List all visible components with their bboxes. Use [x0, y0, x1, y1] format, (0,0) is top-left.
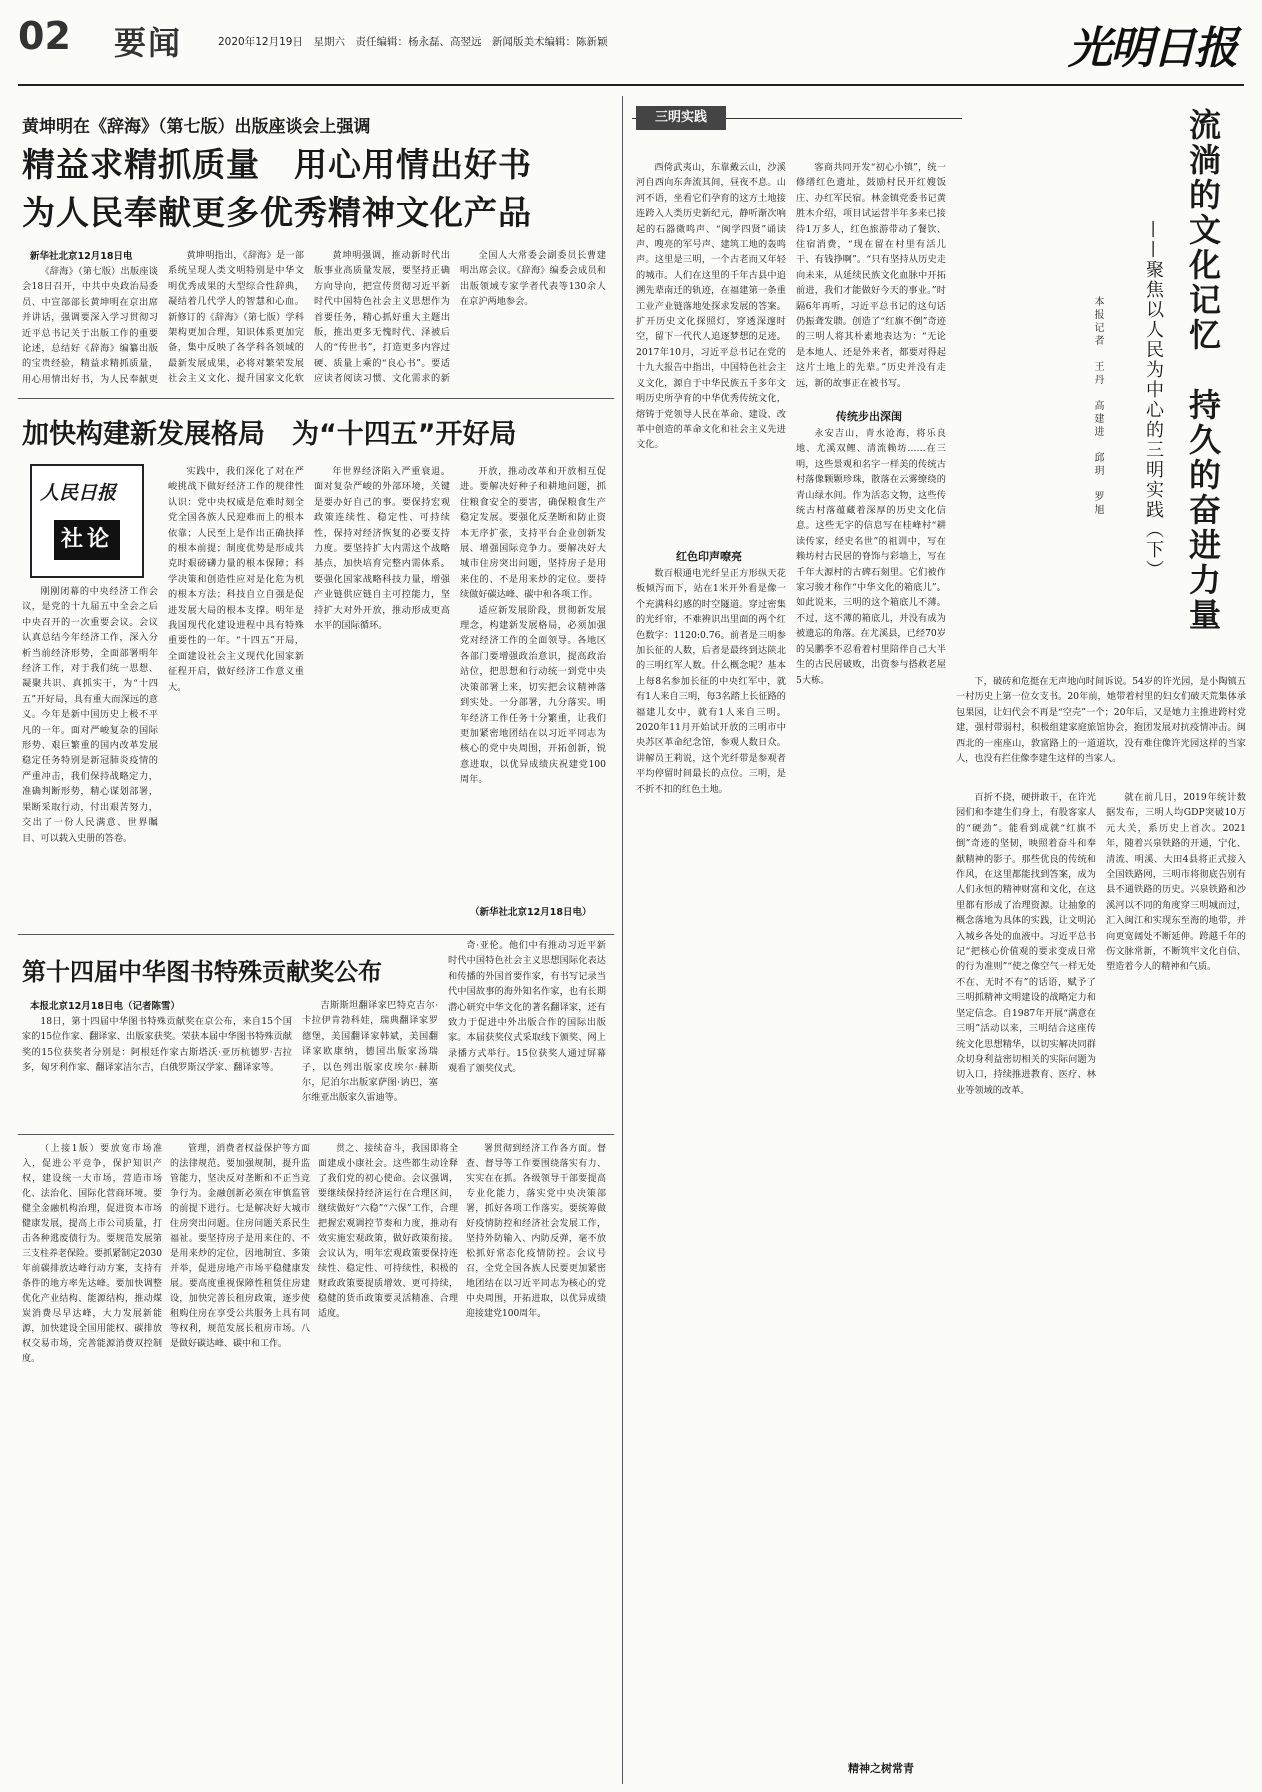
page-header	[18, 10, 1244, 80]
feature-col2b: 永安吉山，青水沧海，将乐良地、尤溪双鲤、清流赖坊……在三明，这些景观和名字一样美的传统古村落像颗颗珍珠，散落在云雾缭绕的青山绿水间。作为活态文物，这些传统古村落蕴藏着深厚的历史文化信息。这些无字的信息写在桂峰村“耕读传家，经史名世”的祖训中，写在赖坊村古民居的脊饰与彩墙上，写在千年大源村的古碑石刻里。它们被作家习骏才称作“中华文化的箱底儿”。如此说来，三明的这个箱底儿不薄。不过，这不薄的箱底儿，并没有成为被遗忘的角落。在尤溪县，已经70岁的吴鹏季不忍看着村里陪伴自己大半生的古民居破败，出资参与搭救老屋5大栋。	[796, 428, 946, 686]
article1-col1: 《辞海》（第七版）出版座谈会18日召开，中共中央政治局委员、中宣部部长黄坤明在京出席并讲话，强调要深入学习贯彻习近平总书记关于出版工作的重要论述，总结好《辞海》编纂出版的宝贵经验，精益求精抓质量，用心用情出好书，为人民奉献更	[22, 266, 158, 385]
divider	[18, 398, 614, 399]
badge-label: 社论	[54, 520, 120, 560]
divider	[18, 934, 614, 935]
header-meta: 2020年12月19日 星期六 责任编辑：杨永磊、高翌远 新闻版美术编辑：陈新颖	[218, 36, 608, 48]
article1-kicker: 黄坤明在《辞海》（第七版）出版座谈会上强调	[22, 117, 371, 137]
feature-title: 流淌的文化记忆 持久的奋进力量	[1184, 108, 1222, 633]
masthead-logo: 光明日报	[1068, 23, 1236, 74]
feature-col4: 就在前几日，2019年统计数据发布，三明人均GDP突破10万元大关，系历史上首次。2021年，随着兴泉铁路的开通，宁化、清流、明溪、大田4县将正式接入全国铁路网，三明市将彻底告别有县不通铁路的历史。兴泉铁路和沙溪河以不同的角度穿三明城而过，汇入闽江和实现东至海的地带，并向更宽阔处不断延伸。跨越千年的伤文脉常新，不断筑牢文化自信、塑造着今人的精神和气质。	[1106, 792, 1246, 973]
divider	[18, 1134, 614, 1135]
feature-subhead-2: 传统步出深闺	[836, 410, 902, 423]
article1-headline-2: 为人民奉献更多优秀精神文化产品	[22, 193, 532, 232]
badge-brand: 人民日报	[40, 482, 117, 504]
feature-byline: 本报记者 王丹 高建进 邱玥 罗旭	[1092, 296, 1103, 517]
feature-subhead-1: 红色印声嘹亮	[676, 550, 742, 563]
feature-subhead-3: 精神之树常青	[848, 1762, 914, 1775]
article3-dateline: 本报北京12月18日电（记者陈雪）	[30, 1001, 180, 1012]
article3-col3: 奇·亚伦。他们中有推动习近平新时代中国特色社会主义思想国际化表达和传播的外国首要作家，有书写记录当代中国故事的海外知名作家，也有长期潜心研究中华文化的著名翻译家，还有致力于促进中外出版合作的国际出版家。本届获奖仪式采取线下颁奖、网上录播方式举行。15位获奖人通过屏幕观看了颁奖仪式。	[448, 940, 606, 1075]
article1-col2: 黄坤明指出，《辞海》是一部系统呈现人类文明特别是中华文明优秀成果的大型综合性辞典，凝结着几代学人的智慧和心血。新修订的《辞海》（第七版）学科架构更加合理，知识体系更加完备，集中反映了各学科各领域的最新发展成果，必将对繁荣发展社会主义文化、提升国家文化软	[168, 250, 304, 385]
editorial-headline: 加快构建新发展格局 为“十四五”开好局	[22, 419, 517, 450]
editorial-signoff: （新华社北京12月18日电）	[470, 907, 592, 918]
article3-col1: 18日，第十四届中华图书特殊贡献奖在京公布，来自15个国家的15位作家、翻译家、出版家获奖。荣获本届中华图书特殊贡献奖的15位获奖者分别是：阿根廷作家古斯塔沃·亚历杭德罗·吉拉多，匈牙利作家、翻译家洁尔吉，白俄罗斯汉学家、翻译家等。	[22, 1016, 292, 1074]
column-separator	[622, 96, 623, 1784]
feature-col1b: 数百根通电光纤呈正方形纵天花板倾泻而下，站在1米开外看是像一个充满科幻感的时空隧道。穿过密集的光纤帘，不难辨识出里面的两个红色数字：1120:0.76。前者是三明参加长征的人数，后者是最终到达陕北的三明红军人数。什么概念呢？基本上每8名参加长征的中央红军中，就有1人来自三明，每3名踏上长征路的福建儿女中，就有1人来自三明。2020年11月开始试开放的三明市中央苏区革命纪念馆，参观人数日众。讲解员王莉说，这个光纤带是参观者平均停留时间最长的点位。三明，是不折不扣的红色土地。	[636, 568, 786, 795]
article1-dateline: 新华社北京12月18日电	[30, 251, 133, 262]
bottom-col3: 贯之、接续奋斗，我国即将全面建成小康社会。这些都生动诠释了我们党的初心使命。会议强调，要继续保持经济运行在合理区间，继续做好“六稳”“六保”工作，合理把握宏观调控节奏和力度，推动有效实施宏观政策，做好政策衔接。会议认为，明年宏观政策要保持连续性、稳定性、可持续性，积极的财政政策要提质增效、更可持续，稳健的货币政策要灵活精准、合理适度。	[318, 1144, 458, 1319]
feature-subtitle: ——聚焦以人民为中心的三明实践（下）	[1143, 220, 1164, 580]
article1-headline-1: 精益求精抓质量 用心用情出好书	[22, 145, 532, 184]
article3-col2: 吉斯斯坦翻译家巴特克吉尔·卡拉伊肯勃科娃，瑞典翻译家罗德堡，美国翻译家韩斌，美国翻译家欧康纳，德国出版家汤瑞子，以色列出版家皮埃尔·赫斯尔，尼泊尔出版家萨图·讷巴，塞尔维亚出版家久雷迪等。	[302, 1000, 438, 1104]
editorial-col2: 实践中，我们深化了对在严峻挑战下做好经济工作的规律性认识：党中央权威是危难时刻全党全国各族人民迎难而上的根本依靠；人民至上是作出正确抉择的根本前提；制度优势是形成共克时艰磅礴力量的根本保障；科学决策和创造性应对是化危为机的根本方法；科技自立自强是促进发展大局的根本支撑。明年是我国现代化建设进程中具有特殊重要性的一年。“十四五”开局，全面建设社会主义现代化国家新征程开启，做好经济工作意义重大。	[168, 466, 304, 693]
editorial-badge	[30, 464, 144, 578]
editorial-col4: 开放，推动改革和开放相互促进。要解决好种子和耕地问题，抓住粮食安全的要害，确保粮食生产稳定发展。要强化反垄断和防止资本无序扩张，支持平台企业创新发展、增强国际竞争力。要解决好大城市住房突出问题，坚持房子是用来住的、不是用来炒的定位。要持续做好碳达峰、碳中和各项工作。 适应新发展阶段，贯彻新发展理念，构建新发展格局，必须加强党对经济工作的全面领导。各地区各部门要增强政治意识，提高政治站位，把思想和行动统一到党中央决策部署上来，切实把会议精神落到实处。一分部署，九分落实。明年经济工作任务十分繁重，让我们更加紧密地团结在以习近平同志为核心的党中央周围，开拓创新，锐意进取，以优异成绩庆祝建党100周年。	[460, 466, 606, 786]
editorial-col1: 刚刚闭幕的中央经济工作会议，是党的十九届五中全会之后中央召开的一次重要会议。会议认真总结今年经济工作，深入分析当前经济形势，全面部署明年经济工作，对于我们统一思想、凝聚共识、真抓实干，为“十四五”开好局，具有重大而深远的意义。今年是新中国历史上极不平凡的一年。面对严峻复杂的国际形势、艰巨繁重的国内改革发展稳定任务特别是新冠肺炎疫情的严重冲击，我们保持战略定力，准确判断形势，精心谋划部署，果断采取行动，付出艰苦努力，交出了一份人民满意、世界瞩目、可以载入史册的答卷。	[22, 586, 158, 844]
bottom-col1: （上接1版）要放宽市场准入，促进公平竞争，保护知识产权，建设统一大市场，营造市场化、法治化、国际化营商环境。要健全金融机构治理，促进资本市场健康发展，提高上市公司质量，打击各种逃废债行为。要规范发展第三支柱养老保险。要抓紧制定2030年前碳排放达峰行动方案，支持有条件的地方率先达峰。要加快调整优化产业结构、能源结构，推动煤炭消费尽早达峰，大力发展新能源，加快建设全国用能权、碳排放权交易市场，完善能源消费双控制度。	[22, 1144, 162, 1364]
bottom-col4: 署贯彻到经济工作各方面。督查、督导等工作要围绕落实有力、实实在在抓。各级领导干部要提高专业化能力，落实党中央决策部署，抓好各项工作落实。要统筹做好疫情防控和经济社会发展工作，坚持外防输入、内防反弹，毫不放松抓好常态化疫情防控。会议号召，全党全国各族人民要更加紧密地团结在以习近平同志为核心的党中央周围，开拓进取，以优异成绩迎接建党100周年。	[466, 1144, 606, 1319]
header-rule	[18, 84, 1244, 86]
article3-headline: 第十四届中华图书特殊贡献奖公布	[22, 958, 382, 986]
article1-col3: 黄坤明强调，推动新时代出版事业高质量发展，要坚持正确方向导向，把宣传贯彻习近平新时代中国特色社会主义思想作为首要任务，精心抓好重大主题出版，推出更多无愧时代、泽被后人的“传世书”，打造更多内容过硬、质量上乘的“良心书”。要适应读者阅读习惯、文化需求的新	[314, 250, 450, 385]
section-tag: 三明实践	[636, 106, 726, 130]
editorial-col3: 年世界经济陷入严重衰退。面对复杂严峻的外部环境，关键是要办好自己的事。要保持宏观政策连续性、稳定性、可持续性，保持对经济恢复的必要支持力度。要坚持扩大内需这个战略基点，加快培育完整内需体系。要强化国家战略科技力量，增强产业链供应链自主可控能力，坚持扩大对外开放，推动形成更高水平的国际循环。	[314, 466, 450, 632]
bottom-col2: 管理，消费者权益保护等方面的法律规范。要加强规制，提升监管能力，坚决反对垄断和不正当竞争行为。金融创新必须在审慎监管的前提下进行。七是解决好大城市住房突出问题。住房问题关系民生福祉。要坚持房子是用来住的、不是用来炒的定位，因地制宜、多策并举，促进房地产市场平稳健康发展。要高度重视保障性租赁住房建设，加快完善长租房政策，逐步使租购住房在享受公共服务上具有同等权利，规范发展长租房市场。八是做好碳达峰、碳中和工作。	[170, 1144, 310, 1349]
section-name: 要闻	[114, 24, 183, 62]
feature-col2a: 客商共同开发“初心小镇”，统一修缮红色遗址，鼓励村民开红嫂饭庄、办红军民宿。林金镇党委书记黄胜木介绍，项目试运营半年多来已接待1万多人，红色旅游带动了餐饮、住宿消费，“现在留在村里有活儿干、有钱挣啊”。“只有坚持从历史走向未来，从延续民族文化血脉中开拓前进，我们才能做好今天的事业。”时隔6年再听，习近平总书记的这句话仍振聋发聩。创造了“红旗不倒”奇迹的三明人将其朴素地表达为：“无论是本地人、还是外来者，都要对得起这片土地上的先辈。”历史并没有走远，新的故事正在被书写。	[796, 162, 946, 389]
feature-col3: 百折不挠，硬拼敢干，在许光园们和李建生们身上，有股客家人的“硬劲”。能看到成就“红旗不倒”奇迹的坚韧，映照着奋斗和奉献精神的影子。那些优良的传统和作风，在这里都能找到答案，成为人们永恒的精神财富和文化，在这里都有形成了治理资源。让抽象的概念落地为具体的实践，让文明沁入城乡各处的血液中。习近平总书记“把核心价值观的要求变成日常的行为准则”“使之像空气一样无处不在、无时不有”的话语，赋予了三明抓精神文明建设的战略定力和坚定信念。自1987年开展“满意在三明”活动以来，三明结合这座传统文化思想精华，以切实解决同群众切身利益密切相关的实际问题为切入口，持续推进教育、医疗、林业等领域的改革。	[956, 792, 1096, 1096]
article1-col4: 全国人大常委会副委员长曹建明出席会议。《辞海》编委会成员和出版领域专家学者代表等130余人在京沪两地参会。	[460, 250, 606, 308]
page-number: 02	[18, 14, 71, 58]
feature-col3-top: 下，破砖和危挺在无声地向时间诉说。54岁的许光园，是小陶镇五一村历史上第一位女支书。20年前，她带着村里的妇女们破天荒集体承包果园，让妇代会不再是“空壳”一个；20年后，又是她力主推进跨村党建，强村带弱村，积极组建家庭旅馆协会，抱团发展对抗疫情冲击。闽西北的一座座山，敦富路上的一道道坎，没有难住像许光园这样的当家人，也没有拦住像李建生这样的当家人。	[956, 676, 1246, 765]
feature-col1a: 西倚武夷山，东靠戴云山，沙溪河自西向东奔流其间，昼夜不息。山河不语，坐看它们孕育的这方土地接连跨入人类历史新纪元，静听渐次响起的石器微鸣声、“闽学四贤”诵读声、嗖亮的军号声、建筑工地的轰鸣声。这里是三明，一个古老而又年轻的城市。人们在这里的千年古县中追溯先辈南迁的轨迹，在福建第一条重工业产业链落地处探求发展的答案。扩开历史文化探照灯，穿透深邃时空，留下一代代人追逐梦想的足迹。2017年10月，习近平总书记在党的十九大报告中指出，中国特色社会主义文化，源自于中华民族五千多年文明历史所孕育的中华优秀传统文化，熔铸于党领导人民在革命、建设、改革中创造的革命文化和社会主义先进文化。	[636, 162, 786, 451]
